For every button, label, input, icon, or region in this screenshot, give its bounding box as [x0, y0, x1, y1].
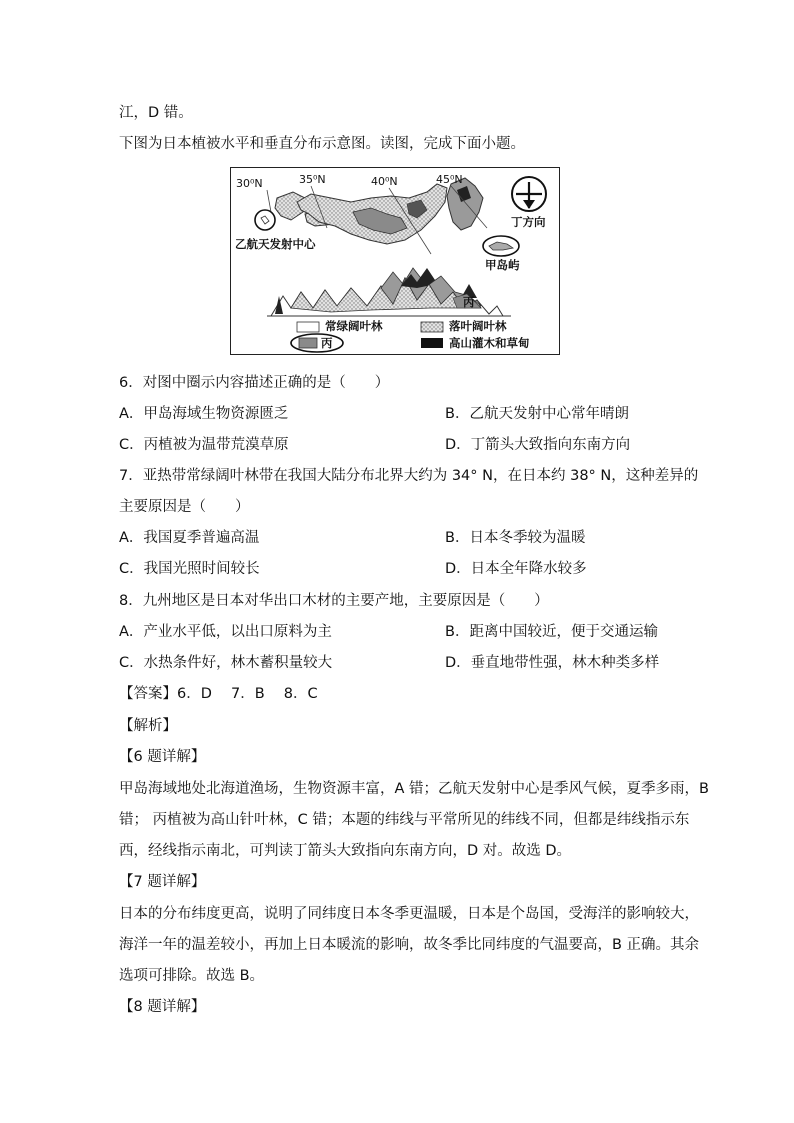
japan-vegetation-figure	[230, 167, 560, 355]
legend-evergreen-label: 常绿阔叶林	[325, 319, 383, 333]
lat-label-35: 35⁰N	[299, 173, 326, 186]
detail-7-line-3: 选项可排除。故选 B。	[119, 968, 265, 984]
detail-6-line-2: 错； 丙植被为高山针叶林，C 错；本题的纬线与平常所见的纬线不同，但都是纬线指示东	[119, 812, 690, 828]
detail-6-heading: 【6 题详解】	[119, 749, 206, 765]
legend-deciduous-swatch	[421, 322, 443, 332]
lat-label-30: 30⁰N	[236, 177, 263, 190]
question-6-option-c: C．丙植被为温带荒漠草原	[119, 437, 289, 453]
profile-bing-label: 丙	[463, 295, 475, 309]
detail-7-line-2: 海洋一年的温差较小，再加上日本暖流的影响，故冬季比同纬度的气温要高，B 正确。其余	[119, 937, 700, 953]
question-6-option-d: D．丁箭头大致指向东南方向	[445, 437, 631, 453]
lat-label-40: 40⁰N	[371, 175, 398, 188]
detail-6-line-1: 甲岛海域地处北海道渔场，生物资源丰富，A 错；乙航天发射中心是季风气候，夏季多雨，B	[119, 781, 709, 797]
legend-bing-swatch	[299, 338, 317, 348]
question-8-stem: 8．九州地区是日本对华出口木材的主要产地，主要原因是（ ）	[119, 593, 549, 609]
lat-label-45: 45⁰N	[436, 173, 463, 186]
detail-7-heading: 【7 题详解】	[119, 874, 206, 890]
question-8-option-b: B．距离中国较近，便于交通运输	[445, 624, 658, 640]
arrow-label: 丁方向	[511, 215, 546, 229]
question-7-option-d: D．日本全年降水较多	[445, 561, 587, 577]
legend-deciduous-label: 落叶阔叶林	[449, 319, 507, 333]
question-6-stem: 6．对图中圈示内容描述正确的是（ ）	[119, 375, 390, 391]
answer-line: 【答案】6．D 7．B 8．C	[119, 686, 318, 702]
legend-evergreen-swatch	[297, 322, 319, 332]
analysis-heading: 【解析】	[119, 718, 177, 734]
question-7-option-b: B．日本冬季较为温暖	[445, 530, 586, 546]
legend-alpine-swatch	[421, 338, 443, 348]
legend-bing-label: 丙	[321, 336, 333, 350]
question-6-option-a: A．甲岛海域生物资源匮乏	[119, 406, 289, 422]
question-8-option-d: D．垂直地带性强，林木种类多样	[445, 655, 660, 671]
lat-line-30	[267, 190, 271, 212]
question-7-option-a: A．我国夏季普遍高温	[119, 530, 260, 546]
question-group-stem: 下图为日本植被水平和垂直分布示意图。读图，完成下面小题。	[119, 136, 525, 152]
detail-6-line-3: 西，经线指示南北，可判读丁箭头大致指向东南方向，D 对。故选 D。	[119, 843, 572, 859]
question-8-option-c: C．水热条件好，林木蓄积量较大	[119, 655, 333, 671]
question-7-stem-line1: 7．亚热带常绿阔叶林带在我国大陆分布北界大约为 34° N，在日本约 38° N，这种差异的	[119, 468, 699, 484]
island-label: 甲岛屿	[485, 258, 520, 272]
question-7-option-c: C．我国光照时间较长	[119, 561, 260, 577]
detail-7-line-1: 日本的分布纬度更高，说明了同纬度日本冬季更温暖，日本是个岛国，受海洋的影响较大，	[119, 906, 699, 922]
detail-8-heading: 【8 题详解】	[119, 999, 206, 1015]
launch-center-label: 乙航天发射中心	[235, 237, 316, 251]
question-8-option-a: A．产业水平低，以出口原料为主	[119, 624, 332, 640]
legend-alpine-label: 高山灌木和草甸	[449, 336, 530, 350]
continuation-line: 江，D 错。	[119, 105, 193, 121]
question-7-stem-line2: 主要原因是（ ）	[119, 499, 250, 515]
question-6-option-b: B．乙航天发射中心常年晴朗	[445, 406, 629, 422]
